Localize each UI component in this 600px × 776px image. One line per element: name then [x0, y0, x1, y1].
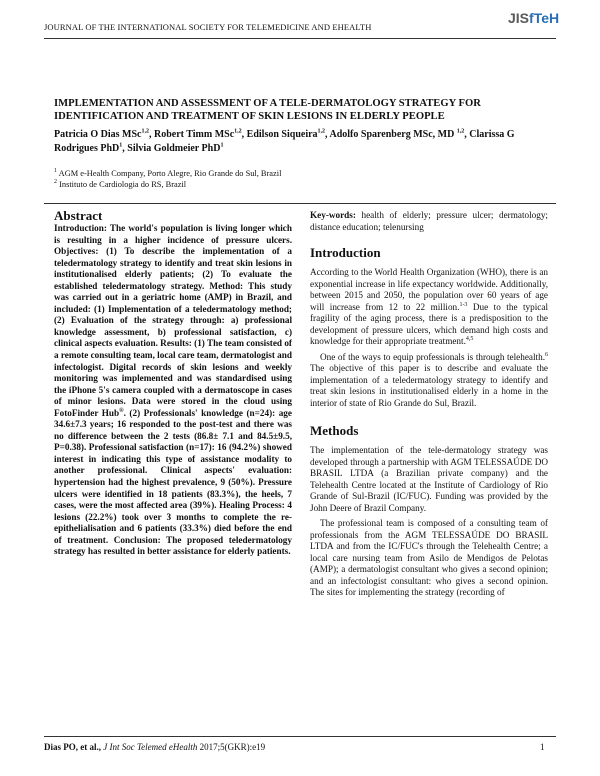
affiliation: $^2$ Instituto de Cardiologia do RS, Brazil — [54, 179, 187, 189]
keywords: Key-words: health of elderly; pressure ulcer; dermatology; distance education; telenursing — [310, 210, 548, 232]
author: Edilson Siqueira$^{1,2}$, — [246, 128, 330, 140]
header-rule — [44, 38, 556, 39]
affiliation: $^1$ AGM e-Health Company, Porto Alegre, Rio Grande do Sul, Brazil — [54, 168, 282, 178]
footer-citation: Dias PO, et al., J Int Soc Telemed eHealth 2017;5(GKR):e19 — [44, 742, 266, 752]
page-number: 1 — [540, 742, 545, 752]
methods-paragraph: The implementation of the tele-dermatology strategy was developed through a partnership with AGM TELESSAÚDE DO BRASIL LTDA (a Brazilian private company) and the Telehealth Centre located at the Institute of Cardiology of Rio Grande of Sul-Brazil (IC/FUC). Funding was provided by the John Deere of Brazil Company. — [310, 445, 548, 513]
author: Robert Timm MSc$^{1,2}$, — [153, 128, 247, 140]
affiliation-rule — [44, 203, 556, 204]
footer-rule — [44, 736, 556, 737]
left-column — [54, 209, 292, 558]
journal-logo — [508, 10, 559, 26]
journal-header: JOURNAL OF THE INTERNATIONAL SOCIETY FOR TELEMEDICINE AND EHEALTH — [44, 22, 372, 32]
introduction-paragraph: One of the ways to equip professionals is through telehealth.$^6$ The objective of this paper is to describe and evaluate the implementation of a teledermatology strategy to identify and treat skin lesions in institutionalised elderly in a home in the interior of state of Rio Grande do Sul, Brazil. — [310, 351, 548, 408]
paper-title: IMPLEMENTATION AND ASSESSMENT OF A TELE-DERMATOLOGY STRATEGY FOR IDENTIFICATION AND TREATMENT OF SKIN LESIONS IN ELDERLY PEOPLE — [54, 98, 481, 122]
logo-main: JIS — [508, 10, 530, 26]
introduction-heading: Introduction — [310, 245, 381, 260]
methods-paragraph: The professional team is composed of a consulting team of professionals from the AGM TELESSAÚDE DO BRASIL LTDA and from the IC/FUC's through the Telehealth Centre; a local care nursing team from Asilo de Mendigos de Pelotas (AMP); a dermatologist consultant who gives a second opinion; and an infectologist consultant: who gives a second opinion. The sites for implementing the strategy (recording of — [310, 518, 548, 597]
author: Silvia Goldmeier PhD$^1$ — [127, 142, 224, 154]
author: Adolfo Sparenberg MSc, MD $^{1,2}$, — [329, 128, 470, 140]
author-list — [54, 128, 548, 156]
introduction-paragraph: According to the World Health Organization (WHO), there is an exponential increase in life expectancy worldwide. Additionally, between 2015 and 2050, the population over 60 years of age will increase from 12 to 22 million.$^{1-3}$ Due to the typical fragility of the aging process, there is a predisposition to the development of pressure ulcers, which demand high costs and knowledge for their appropriate treatment.$^{4,5}$ — [310, 267, 548, 346]
methods-heading: Methods — [310, 423, 359, 438]
author: Clarissa G Rodrigues PhD$^1$, — [54, 129, 515, 154]
abstract-heading: Abstract — [54, 208, 103, 223]
abstract-body: Introduction: The world's population is living longer which is resulting in a higher incidence of pressure ulcers. Objectives: (1) To describe the implementation of a teledermatology strategy to identify and treat skin lesions in institutionalised elderly patients; (2) To evaluate the established teledermatology strategy. Method: This study was carried out in a geriatric home (AMP) in Brazil, and included: (1) Implementation of a teledermatology method; (2) Evaluation of the strategy through: a) professional knowledge assessment, b) professional satisfaction, c) clinical aspects evaluation. Results: (1) The team consisted of a remote consulting team, local care team, dermatologist and infectologist. Digital records of skin lesions and weekly monitoring was implemented and was standardised using the iPhone 5's camera coupled with a dermatoscope in cases of minor lesions. Data were stored in the cloud using FotoFinder Hub®. (2) Professionals' knowledge (n=24): age 34.6±7.3 years; 16 responded to the post-test and there was no difference between the 2 tests (86.8± 7.1 and 84.5±9.5, P=0.38). Professional satisfaction (n=17): 16 (94.2%) showed interest in indicating this type of assistance modality to another professional. Clinical aspects' evaluation: hypertension had the highest prevalence, 9 (50%). Pressure ulcers were identified in 18 patients (83.3%), the heels, 7 cases, were the most affected area (39%). Healing Process: 4 lesions (22.2%) took over 3 months to complete the re-epithelialisation and 6 patients (33.3%) died before the end of treatment. Conclusion: The proposed teledermatology strategy has resulted in better assistance for elderly patients. — [54, 223, 292, 557]
logo-sub: fTeH — [529, 10, 560, 26]
right-column — [310, 210, 548, 599]
author: Patricia O Dias MSc$^{1,2}$, — [54, 128, 154, 140]
